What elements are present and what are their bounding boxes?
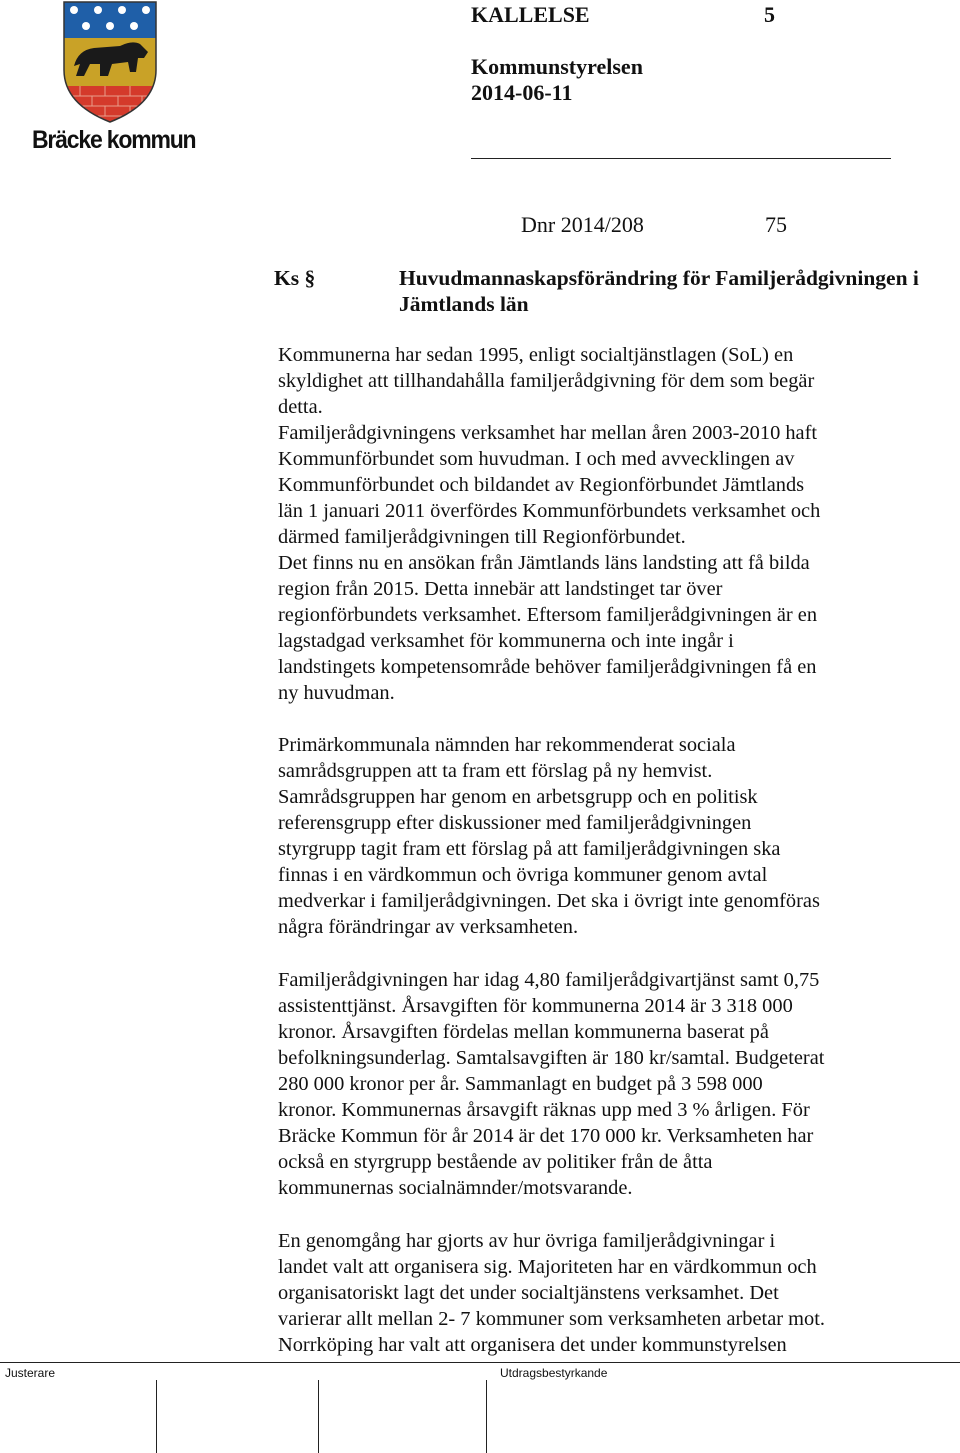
municipality-logo xyxy=(30,0,196,160)
paragraph-3 xyxy=(278,967,903,1201)
text-line: landet valt att organisera sig. Majoriteten har en värdkommun och xyxy=(278,1256,817,1278)
text-line: befolkningsunderlag. Samtalsavgiften är 180 kr/samtal. Budgeterat xyxy=(278,1047,825,1069)
text-line: kronor. Årsavgiften fördelas mellan kommunerna baserat på xyxy=(278,1021,769,1043)
signature-box-divider xyxy=(318,1380,319,1453)
justerare-label: Justerare xyxy=(5,1366,56,1380)
signature-box-divider xyxy=(156,1380,157,1453)
section-label: Ks § xyxy=(274,266,316,290)
text-line: Familjerådgivningens verksamhet har mellan åren 2003-2010 haft xyxy=(278,422,818,444)
document-type: KALLELSE xyxy=(471,2,590,27)
text-line: län 1 januari 2011 överfördes Kommunförbundets verksamhet och xyxy=(278,500,821,522)
page-number: 5 xyxy=(764,2,775,27)
coat-of-arms-icon xyxy=(60,0,160,125)
text-line: ny huvudman. xyxy=(278,682,395,704)
text-line: Primärkommunala nämnden har rekommenderat sociala xyxy=(278,734,736,756)
text-line: också en styrgrupp bestående av politiker från de åtta xyxy=(278,1151,713,1173)
text-line: styrgrupp tagit fram ett förslag på att familjerådgivningen ska xyxy=(278,838,781,860)
text-line: Samrådsgruppen har genom en arbetsgrupp och en politisk xyxy=(278,786,758,808)
text-line: detta. xyxy=(278,396,323,418)
header-divider xyxy=(471,158,891,159)
text-line: assistenttjänst. Årsavgiften för kommunerna 2014 är 3 318 000 xyxy=(278,995,793,1017)
paragraph-2 xyxy=(278,732,903,940)
meeting-date: 2014-06-11 xyxy=(471,80,573,105)
text-line: Bräcke Kommun för år 2014 är det 170 000 kr. Verksamheten har xyxy=(278,1125,814,1147)
text-line: Familjerådgivningen har idag 4,80 familjerådgivartjänst samt 0,75 xyxy=(278,969,820,991)
text-line: skyldighet att tillhandahålla familjerådgivning för dem som begär xyxy=(278,370,815,392)
text-line: finnas i en värdkommun och övriga kommuner genom avtal xyxy=(278,864,768,886)
text-line: Kommunförbundet och bildandet av Regionförbundet Jämtlands xyxy=(278,474,805,496)
text-line: Norrköping har valt att organisera det under kommunstyrelsen xyxy=(278,1334,787,1356)
case-title xyxy=(399,265,919,317)
text-line: referensgrupp efter diskussioner med familjerådgivningen xyxy=(278,812,752,834)
text-line: därmed familjerådgivningen till Regionförbundet. xyxy=(278,526,686,548)
text-line: Kommunförbundet som huvudman. I och med avvecklingen av xyxy=(278,448,795,470)
text-line: 280 000 kronor per år. Sammanlagt en budget på 3 598 000 xyxy=(278,1073,763,1095)
text-line: kommunernas socialnämnder/motsvarande. xyxy=(278,1177,633,1199)
paragraph-number: 75 xyxy=(765,212,787,237)
text-line: samrådsgruppen att ta fram ett förslag på ny hemvist. xyxy=(278,760,713,782)
text-line: organisatoriskt lagt det under socialtjänstens verksamhet. Det xyxy=(278,1282,779,1304)
organ-name: Kommunstyrelsen xyxy=(471,54,643,79)
logo-wordmark: Bräcke kommun xyxy=(32,126,196,154)
case-title-line: Huvudmannaskapsförändring för Familjerådgivningen i xyxy=(399,266,919,290)
paragraph-1 xyxy=(278,342,903,706)
signature-box-divider xyxy=(486,1380,487,1453)
text-line: varierar allt mellan 2- 7 kommuner som verksamheten arbetar mot. xyxy=(278,1308,825,1330)
text-line: medverkar i familjerådgivningen. Det ska i övrigt inte genomföras xyxy=(278,890,820,912)
text-line: regionförbundets verksamhet. Eftersom familjerådgivningen är en xyxy=(278,604,818,626)
case-title-line: Jämtlands län xyxy=(399,292,529,316)
text-line: landstingets kompetensområde behöver familjerådgivningen få en xyxy=(278,656,817,678)
utdragsbestyrkande-label: Utdragsbestyrkande xyxy=(500,1366,608,1380)
case-number: Dnr 2014/208 xyxy=(521,212,644,237)
text-line: region från 2015. Detta innebär att landstinget tar över xyxy=(278,578,723,600)
text-line: lagstadgad verksamhet för kommunerna och inte ingår i xyxy=(278,630,734,652)
text-line: några förändringar av verksamheten. xyxy=(278,916,579,938)
text-line: En genomgång har gjorts av hur övriga familjerådgivningar i xyxy=(278,1230,776,1252)
text-line: kronor. Kommunernas årsavgift räknas upp med 3 % årligen. För xyxy=(278,1099,810,1121)
footer-divider xyxy=(0,1362,960,1363)
text-line: Det finns nu en ansökan från Jämtlands läns landsting att få bilda xyxy=(278,552,810,574)
paragraph-4 xyxy=(278,1228,903,1358)
text-line: Kommunerna har sedan 1995, enligt socialtjänstlagen (SoL) en xyxy=(278,344,794,366)
